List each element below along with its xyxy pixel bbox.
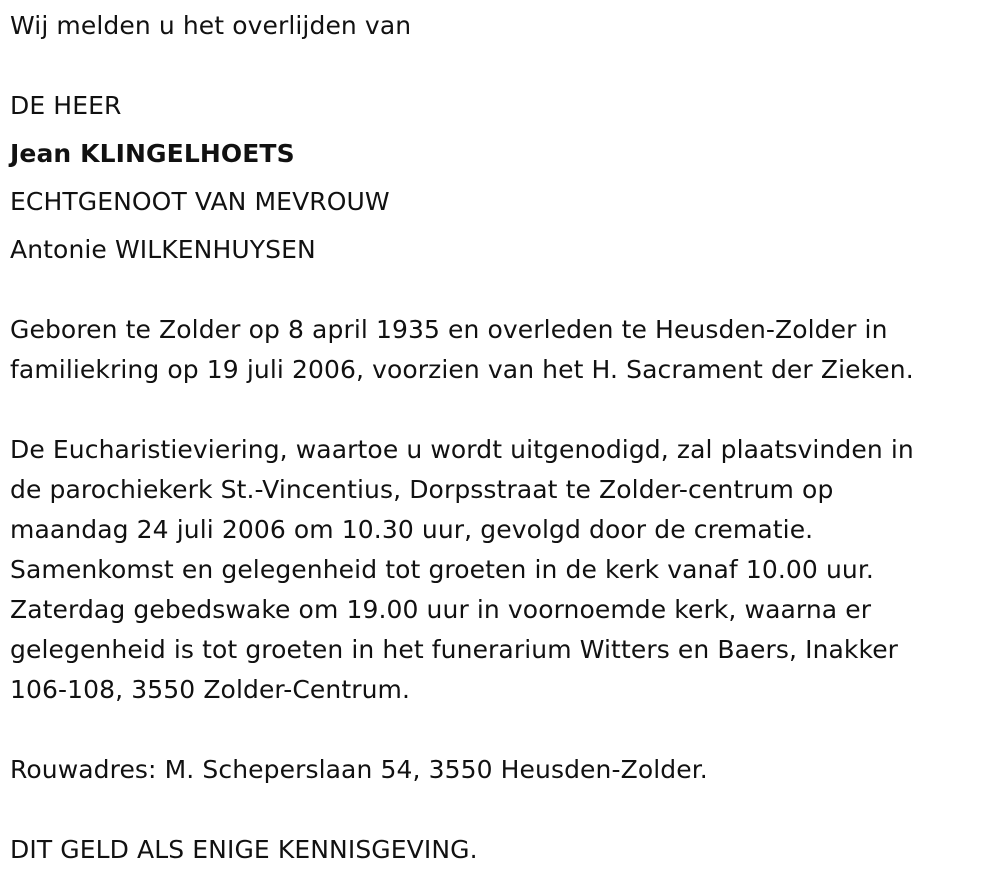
birth-death-paragraph — [10, 310, 914, 390]
paragraph-line: De Eucharistieviering, waartoe u wordt uitgenodigd, zal plaatsvinden in — [10, 435, 914, 464]
closing-statement: DIT GELD ALS ENIGE KENNISGEVING. — [10, 835, 478, 864]
paragraph-line: Geboren te Zolder op 8 april 1935 en overleden te Heusden-Zolder in — [10, 315, 888, 344]
paragraph-line: de parochiekerk St.-Vincentius, Dorpsstraat te Zolder-centrum op — [10, 475, 834, 504]
paragraph-line: Samenkomst en gelegenheid tot groeten in de kerk vanaf 10.00 uur. — [10, 555, 874, 584]
funeral-service-paragraph — [10, 430, 914, 710]
spouse-title: ECHTGENOOT VAN MEVROUW — [10, 187, 390, 216]
paragraph-line: gelegenheid is tot groeten in het funerarium Witters en Baers, Inakker — [10, 635, 899, 664]
paragraph-line: maandag 24 juli 2006 om 10.30 uur, gevolgd door de crematie. — [10, 515, 814, 544]
mourning-address: Rouwadres: M. Scheperslaan 54, 3550 Heusden-Zolder. — [10, 755, 708, 784]
paragraph-line: familiekring op 19 juli 2006, voorzien van het H. Sacrament der Zieken. — [10, 355, 914, 384]
spouse-name: Antonie WILKENHUYSEN — [10, 235, 316, 264]
honorific: DE HEER — [10, 91, 122, 120]
deceased-name: Jean KLINGELHOETS — [10, 139, 295, 168]
intro-text: Wij melden u het overlijden van — [10, 11, 412, 40]
paragraph-line: 106-108, 3550 Zolder-Centrum. — [10, 675, 411, 704]
paragraph-line: Zaterdag gebedswake om 19.00 uur in voornoemde kerk, waarna er — [10, 595, 872, 624]
